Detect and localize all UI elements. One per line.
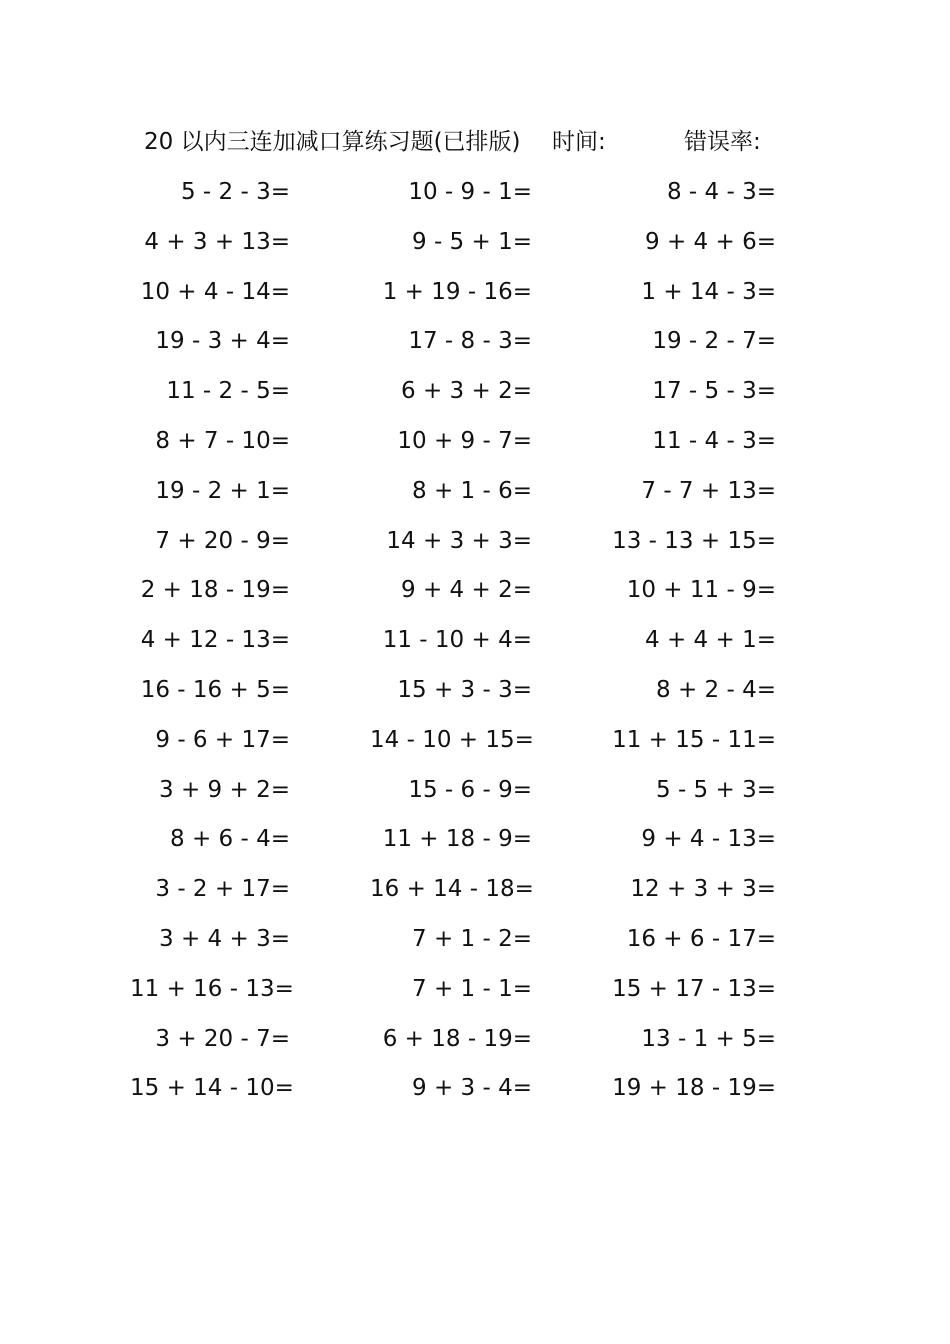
problem-cell: 17 - 8 - 3= bbox=[408, 328, 532, 355]
problem-cell: 13 - 13 + 15= bbox=[612, 527, 776, 554]
problem-cell: 10 + 11 - 9= bbox=[626, 577, 776, 604]
problem-cell: 7 - 7 + 13= bbox=[641, 477, 776, 504]
problem-row bbox=[0, 1068, 950, 1118]
problem-cell: 9 + 4 + 6= bbox=[645, 228, 776, 255]
problem-row bbox=[0, 371, 950, 421]
problem-cell: 1 + 14 - 3= bbox=[641, 278, 776, 305]
problem-cell: 17 - 5 - 3= bbox=[652, 378, 776, 405]
worksheet-header bbox=[0, 124, 950, 160]
error-rate-label: 错误率: bbox=[684, 129, 761, 155]
problem-cell: 10 + 9 - 7= bbox=[397, 427, 532, 454]
problem-cell: 14 + 3 + 3= bbox=[386, 527, 532, 554]
problem-cell: 7 + 20 - 9= bbox=[155, 527, 290, 554]
problem-cell: 15 + 14 - 10= bbox=[130, 1075, 294, 1102]
problem-row bbox=[0, 172, 950, 222]
problem-cell: 7 + 1 - 1= bbox=[412, 975, 532, 1002]
problem-cell: 10 - 9 - 1= bbox=[408, 179, 532, 205]
problem-cell: 9 + 4 - 13= bbox=[641, 826, 776, 853]
problem-grid bbox=[0, 172, 950, 1118]
time-label: 时间: bbox=[552, 129, 606, 155]
problem-cell: 5 - 2 - 3= bbox=[180, 179, 290, 205]
problem-cell: 8 + 2 - 4= bbox=[656, 676, 776, 703]
problem-row bbox=[0, 421, 950, 471]
problem-cell: 19 - 3 + 4= bbox=[155, 328, 290, 355]
problem-cell: 19 + 18 - 19= bbox=[612, 1075, 776, 1102]
problem-cell: 19 - 2 + 1= bbox=[155, 477, 290, 504]
problem-cell: 7 + 1 - 2= bbox=[412, 925, 532, 952]
problem-cell: 15 + 3 - 3= bbox=[397, 676, 532, 703]
problem-row bbox=[0, 471, 950, 521]
problem-cell: 15 - 6 - 9= bbox=[408, 776, 532, 803]
worksheet-title: 20 以内三连加减口算练习题(已排版) bbox=[144, 129, 521, 155]
problem-cell: 16 - 16 + 5= bbox=[140, 676, 290, 703]
problem-cell: 15 + 17 - 13= bbox=[612, 975, 776, 1002]
problem-row bbox=[0, 969, 950, 1019]
problem-cell: 4 + 12 - 13= bbox=[140, 627, 290, 654]
problem-row bbox=[0, 272, 950, 322]
problem-cell: 14 - 10 + 15= bbox=[370, 726, 534, 753]
problem-cell: 8 + 7 - 10= bbox=[155, 427, 290, 454]
problem-cell: 3 + 20 - 7= bbox=[155, 1025, 290, 1052]
problem-row bbox=[0, 670, 950, 720]
problem-cell: 3 - 2 + 17= bbox=[155, 876, 290, 903]
problem-row bbox=[0, 1019, 950, 1069]
problem-cell: 8 + 1 - 6= bbox=[412, 477, 532, 504]
problem-cell: 16 + 14 - 18= bbox=[370, 876, 534, 903]
problem-cell: 13 - 1 + 5= bbox=[641, 1025, 776, 1052]
problem-cell: 11 - 4 - 3= bbox=[652, 427, 776, 454]
problem-row bbox=[0, 819, 950, 869]
problem-row bbox=[0, 770, 950, 820]
problem-cell: 9 + 3 - 4= bbox=[412, 1075, 532, 1102]
problem-cell: 11 + 15 - 11= bbox=[612, 726, 776, 753]
problem-cell: 9 - 6 + 17= bbox=[155, 726, 290, 753]
problem-cell: 8 - 4 - 3= bbox=[666, 179, 776, 205]
problem-cell: 11 + 16 - 13= bbox=[130, 975, 294, 1002]
problem-cell: 6 + 18 - 19= bbox=[382, 1025, 532, 1052]
problem-cell: 4 + 3 + 13= bbox=[144, 228, 290, 255]
problem-row bbox=[0, 620, 950, 670]
problem-row bbox=[0, 521, 950, 571]
problem-row bbox=[0, 919, 950, 969]
problem-cell: 9 - 5 + 1= bbox=[412, 228, 532, 255]
problem-row bbox=[0, 720, 950, 770]
problem-cell: 10 + 4 - 14= bbox=[140, 278, 290, 305]
problem-cell: 9 + 4 + 2= bbox=[401, 577, 532, 604]
problem-cell: 11 - 2 - 5= bbox=[166, 378, 290, 405]
problem-cell: 11 + 18 - 9= bbox=[382, 826, 532, 853]
problem-cell: 5 - 5 + 3= bbox=[656, 776, 776, 803]
problem-cell: 4 + 4 + 1= bbox=[645, 627, 776, 654]
problem-row bbox=[0, 321, 950, 371]
problem-cell: 6 + 3 + 2= bbox=[401, 378, 532, 405]
problem-row bbox=[0, 869, 950, 919]
problem-cell: 16 + 6 - 17= bbox=[626, 925, 776, 952]
problem-cell: 8 + 6 - 4= bbox=[170, 826, 290, 853]
problem-cell: 3 + 9 + 2= bbox=[159, 776, 290, 803]
problem-row bbox=[0, 222, 950, 272]
problem-cell: 12 + 3 + 3= bbox=[630, 876, 776, 903]
problem-cell: 1 + 19 - 16= bbox=[382, 278, 532, 305]
problem-row bbox=[0, 570, 950, 620]
problem-cell: 11 - 10 + 4= bbox=[382, 627, 532, 654]
problem-cell: 2 + 18 - 19= bbox=[140, 577, 290, 604]
problem-cell: 3 + 4 + 3= bbox=[159, 925, 290, 952]
problem-cell: 19 - 2 - 7= bbox=[652, 328, 776, 355]
